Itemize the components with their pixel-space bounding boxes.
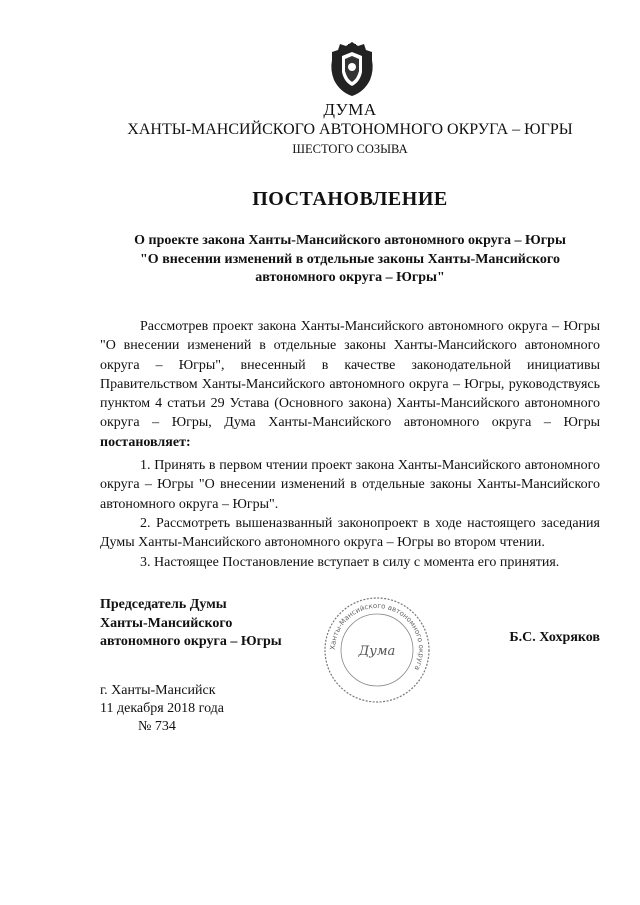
intro-paragraph <box>100 317 600 452</box>
convocation-title: ШЕСТОГО СОЗЫВА <box>292 142 408 156</box>
chair-line-2: Ханты-Мансийского <box>100 615 233 631</box>
intro-text: Рассмотрев проект закона Ханты-Мансийского автономного округа – Югры "О внесении изменений в отдельные законы Ханты-Мансийского автономного округа – Югры", внесенный в качестве законодательной инициативы Правительством Ханты-Мансийского автономного округа – Югры, руководствуясь пунктом 4 статьи 29 Устава (Основного закона) Ханты-Мансийского автономного округа – Югры, Дума Ханты-Мансийского автономного округа – Югры <box>100 319 600 431</box>
resolution-item-1: 1. Принять в первом чтении проект закона Ханты-Мансийского автономного округа – Югры "О внесении изменений в отдельные законы Ханты-Мансийского автономного округа – Югры". <box>100 458 600 512</box>
signer-name: Б.С. Хохряков <box>509 630 600 645</box>
seal-ring-text: Ханты-Мансийского автономного округа <box>328 601 426 672</box>
chair-title <box>100 596 320 652</box>
document-type: ПОСТАНОВЛЕНИЕ <box>252 188 448 210</box>
subject-line-2: "О внесении изменений в отдельные законы Ханты-Мансийского <box>140 251 560 267</box>
document-subject <box>100 232 600 288</box>
chair-line-1: Председатель Думы <box>100 597 227 612</box>
resolution-item-3: 3. Настоящее Постановление вступает в силу с момента его принятия. <box>140 555 560 570</box>
subject-line-3: автономного округа – Югры" <box>255 270 445 285</box>
intro-resolution-word: постановляет: <box>100 434 191 450</box>
document-number: № 734 <box>138 719 176 734</box>
coat-of-arms-icon <box>328 40 376 98</box>
subject-line-1: О проекте закона Ханты-Мансийского автономного округа – Югры <box>134 233 566 248</box>
official-seal-icon <box>322 595 432 705</box>
organization-title: ДУМА <box>323 100 377 119</box>
city-line: г. Ханты-Мансийск <box>100 683 216 698</box>
seal-center-text: Дума <box>358 644 396 659</box>
region-title: ХАНТЫ-МАНСИЙСКОГО АВТОНОМНОГО ОКРУГА – ЮГРЫ <box>127 121 573 138</box>
chair-line-3: автономного округа – Югры <box>100 634 282 649</box>
resolution-item-2: 2. Рассмотреть вышеназванный законопроект в ходе настоящего заседания Думы Ханты-Мансийского автономного округа – Югры во втором чтении. <box>100 516 600 551</box>
date-line: 11 декабря 2018 года <box>100 701 225 716</box>
